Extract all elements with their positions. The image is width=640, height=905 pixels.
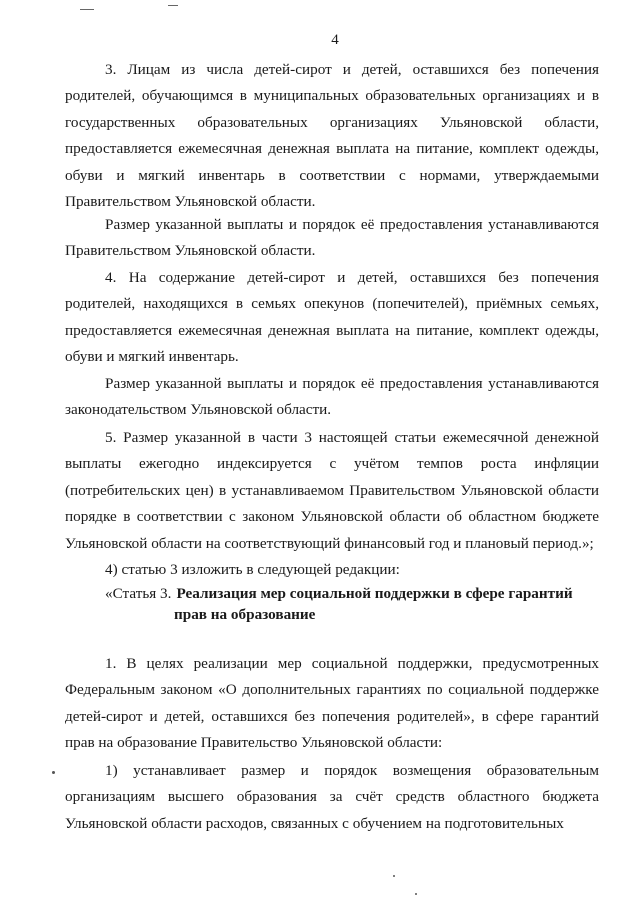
paragraph-4: 4. На содержание детей-сирот и детей, оставшихся без попечения родителей, находящихся в семьях опекунов (попечителей), приёмных семьях, предоставляется ежемесячная денежная выплата на питание, комплект одежды, обуви и мягкий инвентарь.	[65, 269, 599, 366]
paragraph-5: 5. Размер указанной в части 3 настоящей статьи ежемесячной денежной выплаты ежегодно индексируется с учётом темпов роста инфляции (потребительских цен) в устанавливаемом Правительством Ульяновской области порядке в соответствии с законом Ульяновской области об областном бюджете Ульяновской области на соответствующий финансовый год и плановый период.»;	[65, 429, 599, 552]
article-title-line-1: Реализация мер социальной поддержки в сфере гарантий	[176, 585, 573, 602]
paragraph-article-point-1: 1. В целях реализации мер социальной поддержки, предусмотренных Федеральным законом «О дополнительных гарантиях по социальной поддержке детей-сирот и детей, оставшихся без попечения родителей», в сфере гарантий прав на образование Правительство Ульяновской области:	[65, 655, 599, 752]
paragraph-payment-size-2: Размер указанной выплаты и порядок её предоставления устанавливаются законодательством Ульяновской области.	[65, 375, 599, 419]
article-number: «Статья 3.	[105, 585, 172, 602]
scan-speck	[393, 875, 395, 877]
paragraph-3: 3. Лицам из числа детей-сирот и детей, оставшихся без попечения родителей, обучающимся в муниципальных образовательных организациях и в государственных образовательных организациях Ульяновской области, предоставляется ежемесячная денежная выплата на питание, комплект одежды, обуви и мягкий инвентарь в соответствии с нормами, утверждаемыми Правительством Ульяновской области.	[65, 61, 599, 211]
scan-speck	[415, 893, 417, 895]
scan-mark	[168, 5, 178, 6]
paragraph-subpoint-1: 1) устанавливает размер и порядок возмещения образовательным организациям высшего образования за счёт средств областного бюджета Ульяновской области расходов, связанных с обучением на подготовительных	[65, 762, 599, 832]
article-heading	[105, 583, 599, 625]
paragraph-payment-size-1: Размер указанной выплаты и порядок её предоставления устанавливаются Правительством Ульяновской области.	[65, 216, 599, 260]
page-number: 4	[331, 32, 339, 48]
article-title-line-2: прав на образование	[174, 606, 316, 623]
scan-mark	[80, 9, 94, 10]
paragraph-item-4: 4) статью 3 изложить в следующей редакции:	[105, 561, 400, 578]
scan-speck	[52, 771, 55, 774]
